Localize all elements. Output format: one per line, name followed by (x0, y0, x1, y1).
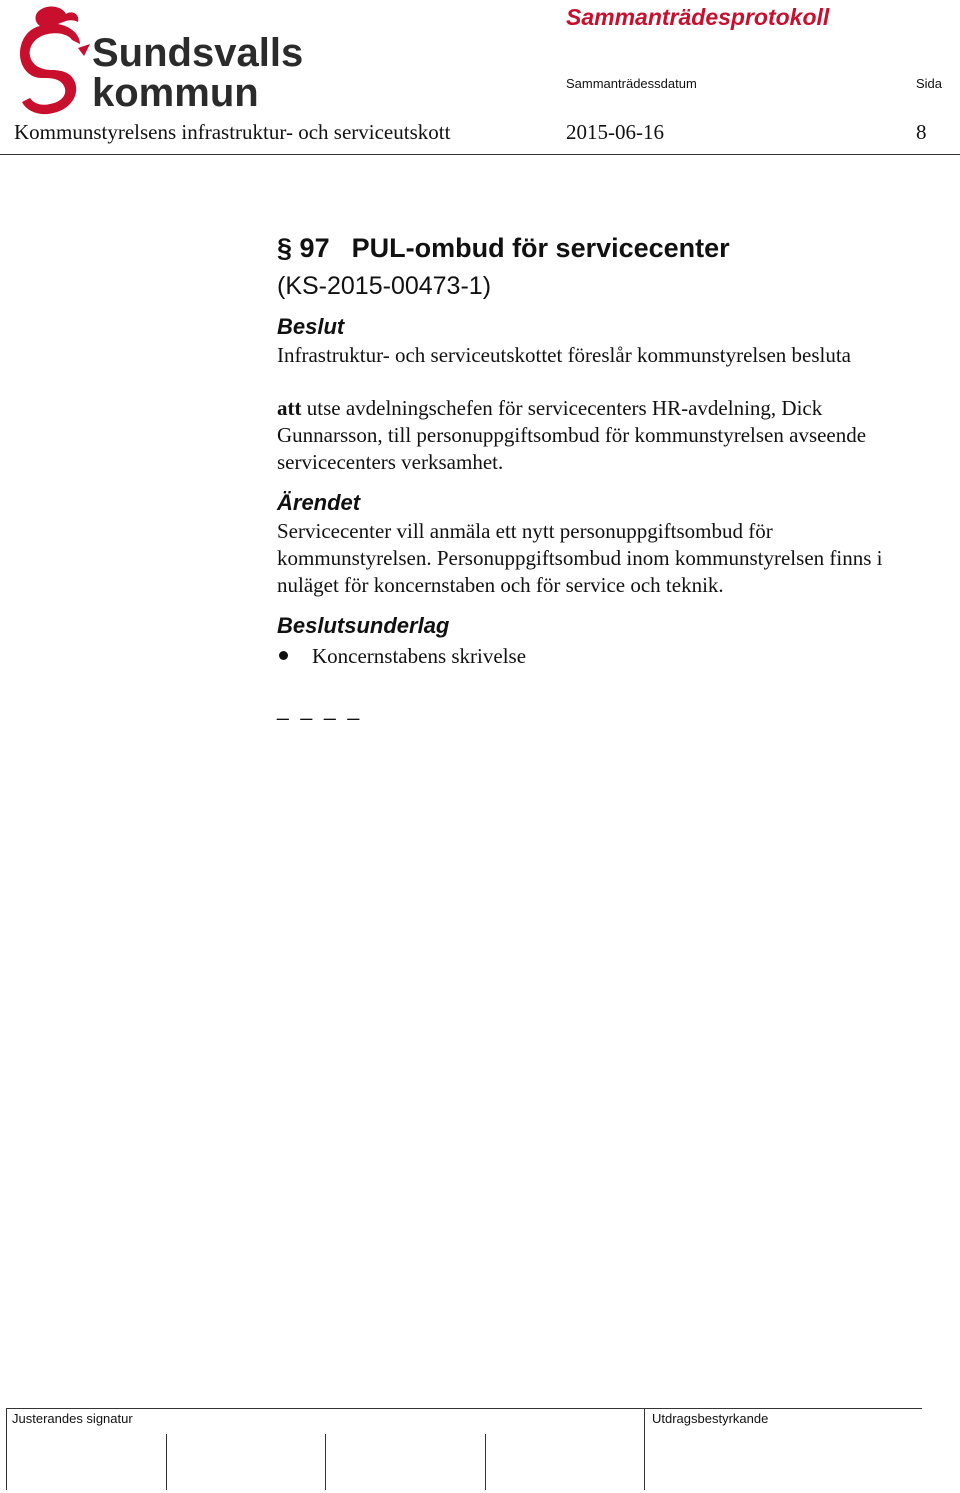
att-text: utse avdelningschefen för servicecenters HR-avdelning, Dick Gunnarsson, till personuppgiftsombud för kommunstyrelsen avseende servicecenters verksamhet. (277, 396, 867, 474)
page-number: 8 (916, 120, 927, 144)
signature-box-border (166, 1434, 167, 1490)
header-divider (0, 154, 960, 155)
signature-box-border (325, 1434, 326, 1490)
footer-divider (6, 1408, 922, 1409)
page-label: Sida (916, 76, 943, 91)
signature-box-border (485, 1434, 486, 1490)
meeting-date: 2015-06-16 (566, 120, 664, 144)
arendet-text: Servicecenter vill anmäla ett nytt personuppgiftsombud för kommunstyrelsen. Personuppgiftsombud inom kommunstyrelsen finns i nuläget för koncernstaben och för service och teknik. (277, 519, 883, 597)
committee-name: Kommunstyrelsens infrastruktur- och serviceutskott (14, 120, 451, 144)
bullet-icon (279, 651, 288, 660)
case-number: (KS-2015-00473-1) (277, 272, 492, 300)
signature-box-border (6, 1408, 7, 1490)
section-heading (277, 228, 927, 268)
logo-text-sundsvalls: Sundsvalls (92, 31, 304, 75)
beslut-intro: Infrastruktur- och serviceutskottet föreslår kommunstyrelsen besluta (277, 343, 851, 367)
signature-label: Justerandes signatur (12, 1411, 133, 1426)
beslut-att-clause (277, 395, 927, 476)
section-symbol: § (277, 233, 293, 263)
logo-text-kommun: kommun (92, 71, 259, 115)
list-item-text: Koncernstabens skrivelse (312, 644, 527, 668)
certification-label: Utdragsbestyrkande (652, 1411, 769, 1426)
document-type: Sammanträdesprotokoll (566, 4, 830, 30)
section-title: PUL-ombud för servicecenter (351, 233, 730, 263)
list-item (277, 641, 927, 671)
section-number: 97 (299, 233, 330, 263)
beslut-heading: Beslut (277, 314, 345, 339)
att-keyword: att (277, 396, 302, 420)
protocol-section (277, 228, 927, 725)
date-label: Sammanträdessdatum (566, 76, 697, 91)
arendet-heading: Ärendet (277, 490, 361, 515)
sundsvalls-kommun-logo (18, 4, 308, 120)
beslutsunderlag-heading: Beslutsunderlag (277, 613, 450, 638)
end-marker: _ _ _ _ (277, 698, 363, 721)
certification-box-border (644, 1408, 645, 1490)
dragon-emblem-icon (20, 7, 90, 115)
